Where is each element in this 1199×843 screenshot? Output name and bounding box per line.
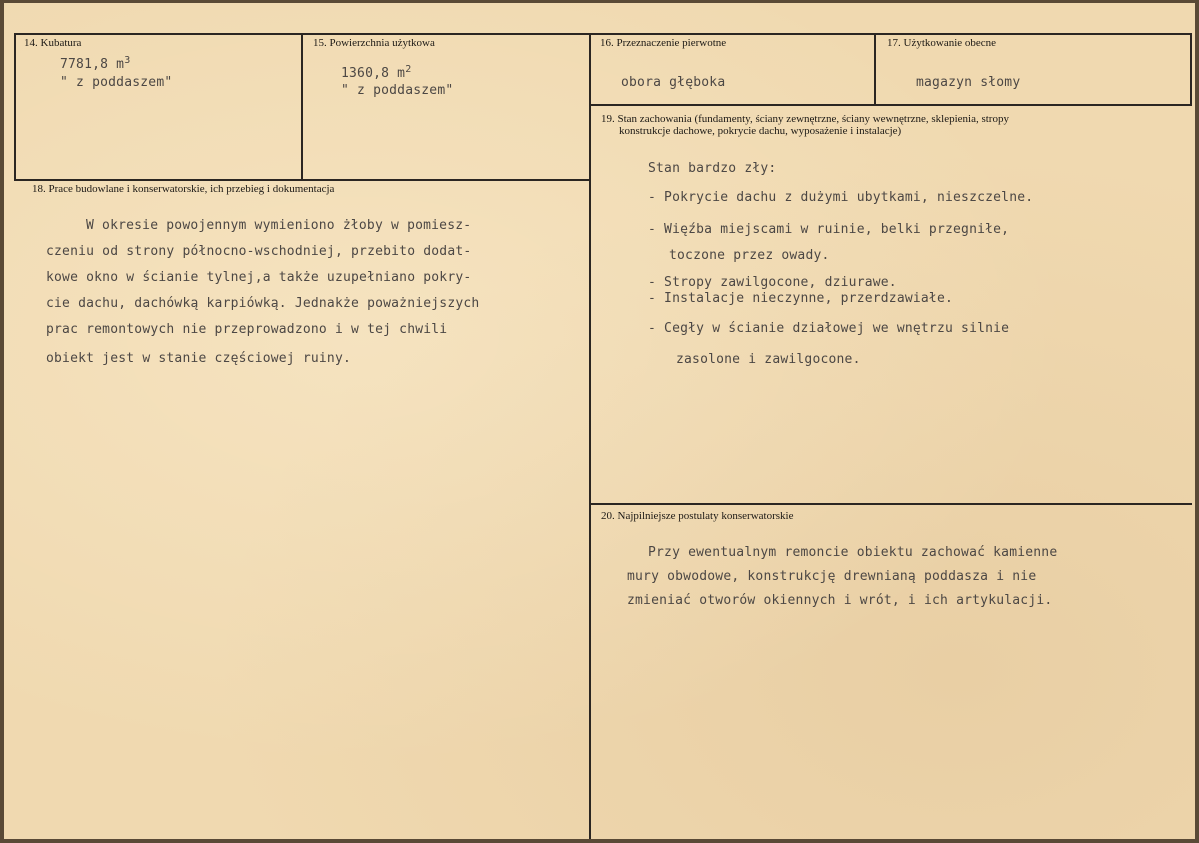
field-18-line-1: W okresie powojennym wymieniono żłoby w pomiesz- (86, 218, 472, 233)
field-19-line-4: toczone przez owady. (669, 248, 830, 263)
field-19-line-6: - Instalacje nieczynne, przerdzawiałe. (648, 291, 954, 306)
field-14-note: " z poddaszem" (60, 75, 173, 90)
field-16-value: obora głęboka (621, 75, 726, 90)
field-17-label: 17. Użytkowanie obecne (887, 37, 997, 49)
field-14-label: 14. Kubatura (24, 37, 82, 49)
field-15-exponent: 2 (405, 64, 412, 75)
field-16-label: 16. Przeznaczenie pierwotne (600, 37, 727, 49)
field-14-value (60, 57, 130, 72)
field-19-line-1: Stan bardzo zły: (648, 161, 777, 176)
field-19-line-3: - Więźba miejscami w ruinie, belki przegniłe, (648, 222, 1010, 237)
field-15-note: " z poddaszem" (341, 83, 454, 98)
row1-divider-right (591, 104, 1192, 106)
left-border (14, 33, 16, 179)
divider-14-15 (301, 33, 303, 179)
field-18-line-2: czeniu od strony północno-wschodniej, przebito dodat- (46, 244, 472, 259)
center-divider (589, 33, 591, 839)
field-18-line-5: prac remontowych nie przeprowadzono i w tej chwili (46, 322, 448, 337)
field-17-value: magazyn słomy (916, 75, 1021, 90)
field-14-number: 7781,8 m (60, 57, 125, 72)
record-card (4, 3, 1195, 839)
field-18-line-4: cie dachu, dachówką karpiówką. Jednakże poważniejszych (46, 296, 480, 311)
field-19-label-line-2: konstrukcje dachowe, pokrycie dachu, wyposażenie i instalacje) (619, 125, 902, 137)
field-19-line-5: - Stropy zawilgocone, dziurawe. (648, 275, 897, 290)
field-19-line-2: - Pokrycie dachu z dużymi ubytkami, nieszczelne. (648, 190, 1034, 205)
field-15-number: 1360,8 m (341, 66, 406, 81)
field-15-value (341, 66, 411, 81)
field-19-label-line-1: 19. Stan zachowania (fundamenty, ściany zewnętrzne, ściany wewnętrzne, sklepienia, stropy (601, 113, 1009, 125)
field-14-exponent: 3 (124, 55, 131, 66)
field-18-line-6: obiekt jest w stanie częściowej ruiny. (46, 351, 352, 366)
right-border (1190, 33, 1192, 104)
field-15-label: 15. Powierzchnia użytkowa (313, 37, 435, 49)
field-20-line-3: zmieniać otworów okiennych i wrót, i ich artykulacji. (627, 593, 1053, 608)
section20-divider (591, 503, 1192, 505)
top-border (14, 33, 1192, 35)
field-20-label: 20. Najpilniejsze postulaty konserwatorskie (601, 510, 794, 522)
field-19-line-7: - Cegły w ścianie działowej we wnętrzu silnie (648, 321, 1010, 336)
field-20-line-2: mury obwodowe, konstrukcję drewnianą poddasza i nie (627, 569, 1037, 584)
field-18-label: 18. Prace budowlane i konserwatorskie, ich przebieg i dokumentacja (32, 183, 335, 195)
row1-divider-left (14, 179, 591, 181)
field-19-line-8: zasolone i zawilgocone. (676, 352, 861, 367)
field-20-line-1: Przy ewentualnym remoncie obiektu zachować kamienne (648, 545, 1058, 560)
field-18-line-3: kowe okno w ścianie tylnej,a także uzupełniano pokry- (46, 270, 472, 285)
divider-16-17 (874, 33, 876, 104)
